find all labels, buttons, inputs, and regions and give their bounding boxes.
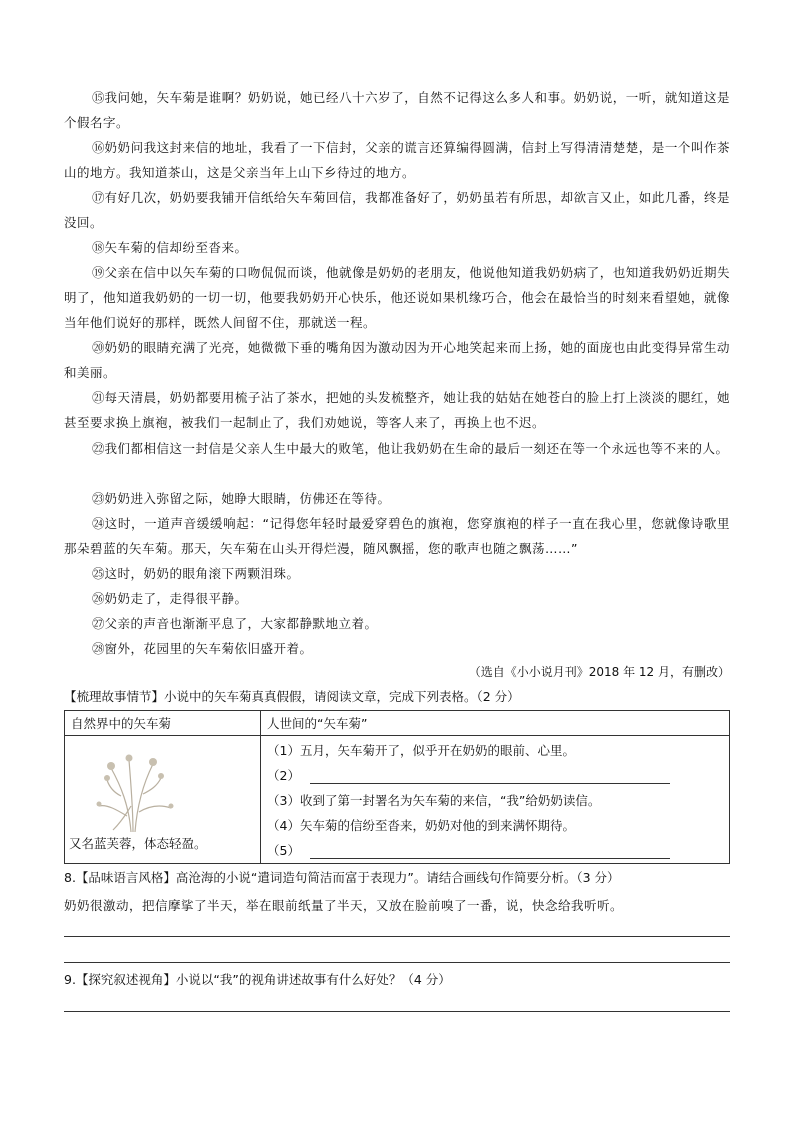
plot-row-2 bbox=[267, 763, 723, 788]
paragraph-text: 我问她，矢车菊是谁啊？奶奶说，她已经八十六岁了，自然不记得这么多人和事。奶奶说，一听，就知道这是个假名字。 bbox=[64, 90, 730, 130]
paragraph-number: ⑯ bbox=[92, 140, 105, 155]
paragraph-number: ⑲ bbox=[92, 265, 105, 280]
answer-line-2[interactable] bbox=[64, 962, 730, 963]
paragraph bbox=[64, 135, 730, 185]
paragraph bbox=[64, 385, 730, 435]
cornflower-image bbox=[91, 746, 181, 834]
source-citation: （选自《小小说月刊》2018 年 12 月，有删改） bbox=[468, 665, 730, 679]
paragraph bbox=[64, 636, 730, 661]
table-header-human: 人世间的“矢车菊” bbox=[261, 711, 730, 736]
question-9: 9.【探究叙述视角】小说以“我”的视角讲述故事有什么好处？（4 分） bbox=[64, 972, 451, 987]
plot-row-4: （4）矢车菊的信纷至沓来，奶奶对他的到来满怀期待。 bbox=[267, 818, 575, 833]
paragraph-text: 奶奶走了，走得很平静。 bbox=[104, 591, 248, 606]
paragraph bbox=[64, 335, 730, 385]
paragraph-number: ㉓ bbox=[92, 491, 105, 506]
paragraph-text: 有好几次，奶奶要我铺开信纸给矢车菊回信，我都准备好了，奶奶虽若有所思，却欲言又止，如此几番，终是没回。 bbox=[64, 190, 730, 230]
paragraph-text: 每天清晨，奶奶都要用梳子沾了茶水，把她的头发梳整齐，她让我的姑姑在她苍白的脸上打上淡淡的腮红，她甚至要求换上旗袍，被我们一起制止了，我们劝她说，等客人来了，再换上也不迟。 bbox=[64, 390, 730, 430]
plot-rows bbox=[261, 736, 730, 864]
paragraph-number: ⑳ bbox=[92, 340, 105, 355]
paragraph-number: ㉗ bbox=[92, 616, 105, 631]
plot-row-5 bbox=[267, 838, 723, 863]
plot-row-2-label: （2） bbox=[267, 768, 300, 783]
paragraph-text: 父亲在信中以矢车菊的口吻侃侃而谈，他就像是奶奶的老朋友，他说他知道我奶奶病了，也知道我奶奶近期失明了，他知道我奶奶的一切一切，他要我奶奶开心快乐，他还说如果机缘巧合，他会在最恰当的时刻来看望她，就像当年他们说好的那样，既然人间留不住，那就送一程。 bbox=[64, 265, 730, 330]
cornflower-caption: 又名蓝芙蓉，体态轻盈。 bbox=[69, 836, 207, 851]
paragraph bbox=[64, 611, 730, 636]
paragraph bbox=[64, 586, 730, 611]
paragraph-text: 奶奶的眼睛充满了光亮，她微微下垂的嘴角因为激动因为开心地笑起来而上扬，她的面庞也由此变得异常生动和美丽。 bbox=[64, 340, 730, 380]
paragraph-number: ⑱ bbox=[92, 240, 105, 255]
paragraph-text: 矢车菊的信却纷至沓来。 bbox=[104, 240, 248, 255]
answer-blank-5[interactable] bbox=[310, 844, 670, 859]
answer-blank-2[interactable] bbox=[310, 769, 670, 784]
question-8: 8.【品味语言风格】高沧海的小说“遣词造句简洁而富于表现力”。请结合画线句作简要分析。（3 分） bbox=[64, 870, 620, 885]
plot-table bbox=[64, 710, 730, 864]
paragraph-text: 这时，奶奶的眼角滚下两颗泪珠。 bbox=[104, 566, 300, 581]
paragraph-number: ㉕ bbox=[92, 566, 105, 581]
paragraph-text: 我们都相信这一封信是父亲人生中最大的败笔，他让我奶奶在生命的最后一刻还在等一个永远也等不来的人。 bbox=[104, 441, 729, 456]
paragraph bbox=[64, 511, 730, 561]
paragraph-number: ㉔ bbox=[92, 516, 105, 531]
plot-row-5-label: （5） bbox=[267, 843, 300, 858]
paragraph-text: 窗外，花园里的矢车菊依旧盛开着。 bbox=[104, 641, 313, 656]
paragraph-number: ⑮ bbox=[92, 90, 105, 105]
paragraph bbox=[64, 85, 730, 135]
paragraph bbox=[64, 436, 730, 461]
paragraph-number: ㉘ bbox=[92, 641, 105, 656]
paragraph-text: 奶奶进入弥留之际，她睁大眼睛，仿佛还在等待。 bbox=[104, 491, 391, 506]
paragraph-number: ㉖ bbox=[92, 591, 105, 606]
answer-line-1[interactable] bbox=[64, 936, 730, 937]
paragraph-number: ㉒ bbox=[92, 441, 105, 456]
paragraph-number: ㉑ bbox=[92, 390, 105, 405]
paragraph-text: 奶奶问我这封来信的地址，我看了一下信封，父亲的谎言还算编得圆满，信封上写得清清楚楚，是一个叫作茶山的地方。我知道茶山，这是父亲当年上山下乡待过的地方。 bbox=[64, 140, 730, 180]
paragraph-text: 父亲的声音也渐渐平息了，大家都静默地立着。 bbox=[104, 616, 378, 631]
plot-row-1: （1）五月，矢车菊开了，似乎开在奶奶的眼前、心里。 bbox=[267, 743, 575, 758]
paragraph-number: ⑰ bbox=[92, 190, 105, 205]
paragraph bbox=[64, 260, 730, 335]
plot-row-3: （3）收到了第一封署名为矢车菊的来信，“我”给奶奶读信。 bbox=[267, 793, 601, 808]
paragraph-text: 这时，一道声音缓缓响起：“记得您年轻时最爱穿碧色的旗袍，您穿旗袍的样子一直在我心里，您就像诗歌里那朵碧蓝的矢车菊。那天，矢车菊在山头开得烂漫，随风飘摇，您的歌声也随之飘荡……” bbox=[64, 516, 730, 556]
paragraph bbox=[64, 235, 730, 260]
paragraph bbox=[64, 561, 730, 586]
answer-line-3[interactable] bbox=[64, 1011, 730, 1012]
paragraph bbox=[64, 486, 730, 511]
table-header-nature: 自然界中的矢车菊 bbox=[65, 711, 261, 736]
question-7: 【梳理故事情节】小说中的矢车菊真真假假，请阅读文章，完成下列表格。（2 分） bbox=[64, 689, 520, 704]
paragraph bbox=[64, 185, 730, 235]
question-8-sentence: 奶奶很激动，把信摩挲了半天，举在眼前纸量了半天，又放在脸前嗅了一番，说，快念给我听听。 bbox=[64, 898, 624, 913]
